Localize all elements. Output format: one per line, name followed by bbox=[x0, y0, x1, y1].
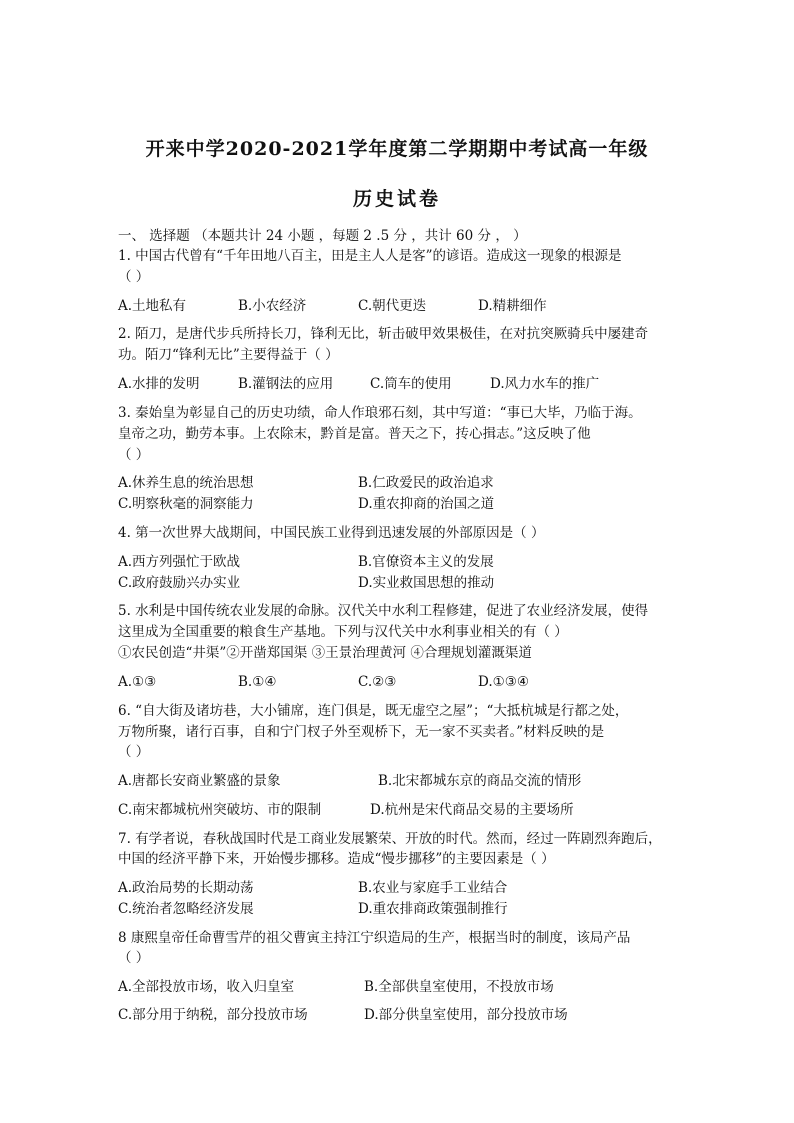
question-7-line-2: 中国的经济平静下来，开始慢步挪移。造成“慢步挪移”的主要因素是（ ） bbox=[118, 851, 555, 867]
question-2-option-b: B.灌钢法的应用 bbox=[238, 376, 334, 392]
question-1-line-2: （ ） bbox=[118, 269, 150, 285]
question-5-option-a: A.①③ bbox=[118, 674, 157, 690]
question-2-option-d: D.风力水车的推广 bbox=[490, 376, 600, 392]
question-7-option-a: A.政治局势的长期动荡 bbox=[118, 880, 254, 896]
section-header: 一、 选择题 （本题共计 24 小题 ，每题 2 .5 分 ，共计 60 分 ， ） bbox=[118, 228, 527, 244]
question-8-line-1: 8 康熙皇帝任命曹雪芹的祖父曹寅主持江宁织造局的生产，根据当时的制度，该局产品 bbox=[118, 930, 631, 946]
question-2-option-a: A.水排的发明 bbox=[118, 376, 200, 392]
question-1-option-c: C.朝代更迭 bbox=[358, 298, 427, 314]
question-6-option-b: B.北宋都城东京的商品交流的情形 bbox=[378, 773, 582, 789]
question-5-option-d: D.①③④ bbox=[478, 674, 529, 690]
question-3-line-3: （ ） bbox=[118, 447, 150, 463]
question-1-line-1: 1. 中国古代曾有“千年田地八百主，田是主人人是客”的谚语。造成这一现象的根源是 bbox=[118, 248, 622, 264]
question-6-option-d: D.杭州是宋代商品交易的主要场所 bbox=[370, 802, 574, 818]
question-1-option-b: B.小农经济 bbox=[238, 298, 307, 314]
question-8-option-b: B.全部供皇室使用，不投放市场 bbox=[364, 979, 554, 995]
question-3-line-2: 皇帝之功，勤劳本事。上农除末，黔首是富。普天之下，抟心揖志。”这反映了他 bbox=[118, 426, 591, 442]
question-4-line-1: 4. 第一次世界大战期间，中国民族工业得到迅速发展的外部原因是（ ） bbox=[118, 525, 545, 541]
question-5-line-2: 这里成为全国重要的粮食生产基地。下列与汉代关中水利事业相关的有（ ） bbox=[118, 624, 568, 640]
question-3-option-a: A.休养生息的统治思想 bbox=[118, 475, 254, 491]
question-5-option-c: C.②③ bbox=[358, 674, 397, 690]
question-5-line-3: ①农民创造“井渠”②开凿郑国渠 ③王景治理黄河 ④合理规划灌溉渠道 bbox=[118, 645, 532, 661]
exam-subtitle: 历史试卷 bbox=[352, 188, 441, 210]
question-6-line-2: 万物所聚，诸行百事，自和宁门杈子外至观桥下，无一家不买卖者。”材料反映的是 bbox=[118, 724, 605, 740]
question-3-line-1: 3. 秦始皇为彰显自己的历史功绩，命人作琅邪石刻，其中写道：“事已大毕，乃临于海。 bbox=[118, 405, 642, 421]
question-1-option-d: D.精耕细作 bbox=[478, 298, 547, 314]
question-8-option-c: C.部分用于纳税，部分投放市场 bbox=[118, 1007, 308, 1023]
question-6-line-1: 6. “自大街及诸坊巷，大小铺席，连门俱是，既无虚空之屋”；“大抵杭城是行都之处， bbox=[118, 703, 629, 719]
question-4-option-d: D.实业救国思想的推动 bbox=[358, 575, 495, 591]
question-3-option-c: C.明察秋毫的洞察能力 bbox=[118, 496, 254, 512]
question-4-option-b: B.官僚资本主义的发展 bbox=[358, 554, 494, 570]
question-8-option-d: D.部分供皇室使用，部分投放市场 bbox=[364, 1007, 568, 1023]
question-8-line-2: （ ） bbox=[118, 950, 150, 966]
question-6-option-c: C.南宋都城杭州突破坊、市的限制 bbox=[118, 802, 322, 818]
question-2-line-1: 2. 陌刀，是唐代步兵所持长刀，锋利无比，斩击破甲效果极佳，在对抗突厥骑兵中屡建奇 bbox=[118, 326, 649, 342]
question-6-line-3: （ ） bbox=[118, 744, 150, 760]
question-7-option-d: D.重农排商政策强制推行 bbox=[358, 901, 508, 917]
exam-title: 开来中学2020-2021学年度第二学期期中考试高一年级 bbox=[145, 138, 649, 160]
question-2-option-c: C.筒车的使用 bbox=[370, 376, 452, 392]
question-3-option-b: B.仁政爱民的政治追求 bbox=[358, 475, 494, 491]
question-5-line-1: 5. 水利是中国传统农业发展的命脉。汉代关中水利工程修建，促进了农业经济发展，使得 bbox=[118, 603, 649, 619]
question-5-option-b: B.①④ bbox=[238, 674, 277, 690]
question-7-option-c: C.统治者忽略经济发展 bbox=[118, 901, 254, 917]
question-4-option-c: C.政府鼓励兴办实业 bbox=[118, 575, 241, 591]
question-2-line-2: 功。陌刀“锋利无比”主要得益于（ ） bbox=[118, 347, 339, 363]
question-7-line-1: 7. 有学者说，春秋战国时代是工商业发展繁荣、开放的时代。然而，经过一阵剧烈奔跑后， bbox=[118, 831, 662, 847]
question-7-option-b: B.农业与家庭手工业结合 bbox=[358, 880, 508, 896]
question-4-option-a: A.西方列强忙于欧战 bbox=[118, 554, 241, 570]
question-6-option-a: A.唐都长安商业繁盛的景象 bbox=[118, 773, 281, 789]
question-1-option-a: A.土地私有 bbox=[118, 298, 187, 314]
question-3-option-d: D.重农抑商的治国之道 bbox=[358, 496, 495, 512]
question-8-option-a: A.全部投放市场，收入归皇室 bbox=[118, 979, 295, 995]
